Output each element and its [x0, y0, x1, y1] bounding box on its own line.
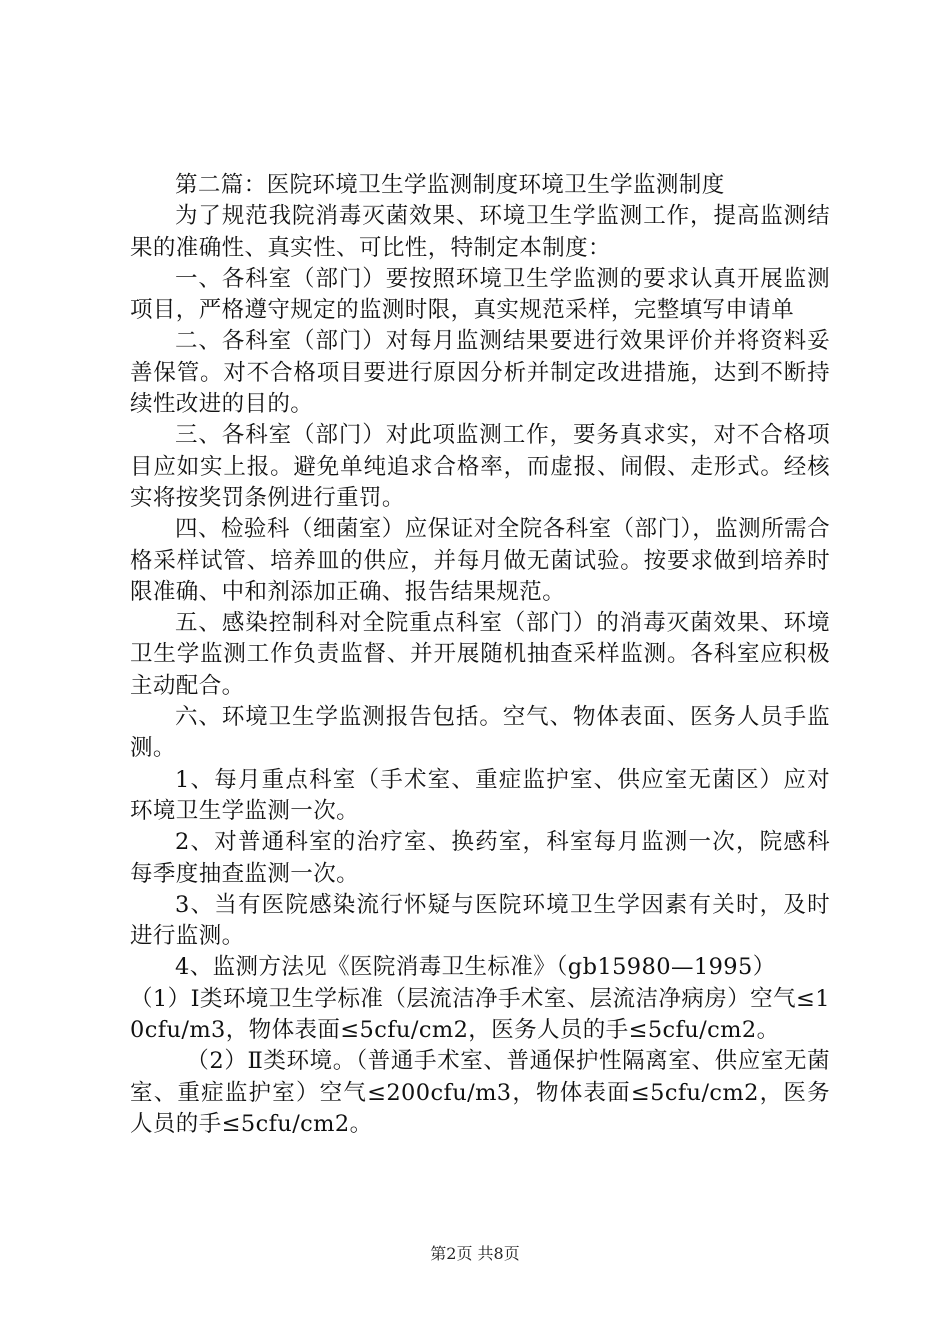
clause-5: 五、感染控制科对全院重点科室（部门）的消毒灭菌效果、环境卫生学监测工作负责监督、并开展随机抽查采样监测。各科室应积极主动配合。: [130, 610, 830, 699]
standard-class-1: （1）Ⅰ类环境卫生学标准（层流洁净手术室、层流洁净病房）空气≤10cfu/m3，物体表面≤5cfu/cm2，医务人员的手≤5cfu/cm2。: [130, 985, 830, 1044]
clause-1: 一、各科室（部门）要按照环境卫生学监测的要求认真开展监测项目，严格遵守规定的监测时限，真实规范采样，完整填写申请单: [130, 265, 830, 324]
sub-item-2: 2、对普通科室的治疗室、换药室，科室每月监测一次，院感科每季度抽查监测一次。: [130, 829, 830, 887]
clause-3: 三、各科室（部门）对此项监测工作，要务真求实，对不合格项目应如实上报。避免单纯追求合格率，而虚报、闹假、走形式。经核实将按奖罚条例进行重罚。: [130, 422, 830, 511]
document-title: 第二篇：医院环境卫生学监测制度环境卫生学监测制度: [175, 172, 725, 198]
sub-item-1: 1、每月重点科室（手术室、重症监护室、供应室无菌区）应对环境卫生学监测一次。: [130, 766, 830, 824]
intro-paragraph: 为了规范我院消毒灭菌效果、环境卫生学监测工作，提高监测结果的准确性、真实性、可比性，特制定本制度：: [130, 203, 830, 261]
sub-item-4: 4、监测方法见《医院消毒卫生标准》（gb15980—1995）: [175, 954, 776, 981]
clause-2: 二、各科室（部门）对每月监测结果要进行效果评价并将资料妥善保管。对不合格项目要进行原因分析并制定改进措施，达到不断持续性改进的目的。: [130, 328, 830, 418]
sub-item-3: 3、当有医院感染流行怀疑与医院环境卫生学因素有关时，及时进行监测。: [130, 891, 830, 950]
document-body: [130, 170, 830, 1140]
standard-class-2: （2）Ⅱ类环境。（普通手术室、普通保护性隔离室、供应室无菌室、重症监护室）空气≤200cfu/m3，物体表面≤5cfu/cm2，医务人员的手≤5cfu/cm2。: [130, 1048, 830, 1137]
clause-4: 四、检验科（细菌室）应保证对全院各科室（部门），监测所需合格采样试管、培养皿的供应，并每月做无菌试验。按要求做到培养时限准确、中和剂添加正确、报告结果规范。: [130, 516, 830, 605]
page-number-footer: 第2页 共8页: [430, 1244, 520, 1263]
clause-6: 六、环境卫生学监测报告包括。空气、物体表面、医务人员手监测。: [130, 704, 830, 762]
